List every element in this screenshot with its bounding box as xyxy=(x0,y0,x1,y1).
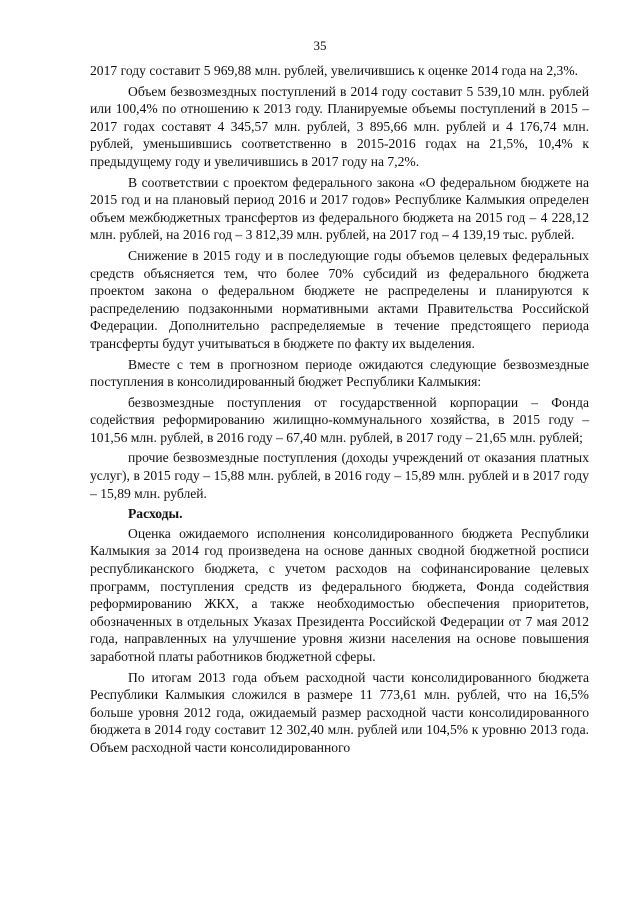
paragraph-housing-fund-receipts: безвозмездные поступления от государственной корпорации – Фонда содействия реформированию жилищно-коммунального хозяйства, в 2015 году – 101,56 млн. рублей, в 2016 году – 67,40 млн. рублей, в 2017 году – 21,65 млн. рублей; xyxy=(90,394,589,445)
paragraph-gratuitous-receipts: Объем безвозмездных поступлений в 2014 году составит 5 539,10 млн. рублей или 100,4% по отношению к 2013 году. Планируемые объемы поступлений в 2015 – 2017 годах составят 4 345,57 млн. рублей, 3 895,66 млн. рублей и 4 176,74 млн. рублей, уменьшившись соответственно в 2015-2016 годах на 21,5%, 10,4% к предыдущему году и увеличившись в 2017 году на 7,2%. xyxy=(90,83,589,169)
page-content xyxy=(90,62,589,760)
page-number: 35 xyxy=(313,38,327,53)
paragraph-continuation: 2017 году составит 5 969,88 млн. рублей, увеличившись к оценке 2014 года на 2,3%. xyxy=(90,63,579,78)
paragraph-expense-results-2013: По итогам 2013 года объем расходной части консолидированного бюджета Республики Калмыкия сложился в размере 11 773,61 млн. рублей, что на 16,5% больше уровня 2012 года, ожидаемый размер расходной части консолидированного бюджета в 2014 году составит 12 302,40 млн. рублей или 104,5% к уровню 2013 года. Объем расходной части консолидированного xyxy=(90,669,589,755)
paragraph-reduction-explanation: Снижение в 2015 году и в последующие годы объемов целевых федеральных средств объясняется тем, что более 70% субсидий из федерального бюджета проектом закона о федеральном бюджете не распределены и планируются к распределению подзаконными нормативными актами Правительства Российской Федерации. Дополнительно распределяемые в течение предстоящего периода трансферты будут учитываться в бюджете по факту их выделения. xyxy=(90,247,589,351)
paragraph-other-receipts: прочие безвозмездные поступления (доходы учреждений от оказания платных услуг), в 2015 году – 15,88 млн. рублей, в 2016 году – 15,89 млн. рублей и в 2017 году – 15,89 млн. рублей. xyxy=(90,450,589,501)
paragraph-expected-receipts: Вместе с тем в прогнозном периоде ожидаются следующие безвозмездные поступления в консолидированный бюджет Республики Калмыкия: xyxy=(90,356,589,390)
paragraph-expense-estimate: Оценка ожидаемого исполнения консолидированного бюджета Республики Калмыкия за 2014 год произведена на основе данных сводной бюджетной росписи республиканского бюджета, с учетом расходов на софинансирование целевых программ, поступления средств из федерального бюджета, Фонда содействия реформированию ЖКХ, а также необходимостью обеспечения приоритетов, обозначенных в отдельных Указах Президента Российской Федерации от 7 мая 2012 года, направленных на улучшение уровня жизни населения на основе повышения заработной платы работников бюджетной сферы. xyxy=(90,525,589,664)
paragraph-federal-law-transfers: В соответствии с проектом федерального закона «О федеральном бюджете на 2015 год и на плановый период 2016 и 2017 годов» Республике Калмыкия определен объем межбюджетных трансфертов из федерального бюджета на 2015 год – 4 228,12 млн. рублей, на 2016 год – 3 812,39 млн. рублей, на 2017 год – 4 139,19 тыс. рублей. xyxy=(90,174,589,243)
section-heading-expenses: Расходы. xyxy=(128,506,183,522)
